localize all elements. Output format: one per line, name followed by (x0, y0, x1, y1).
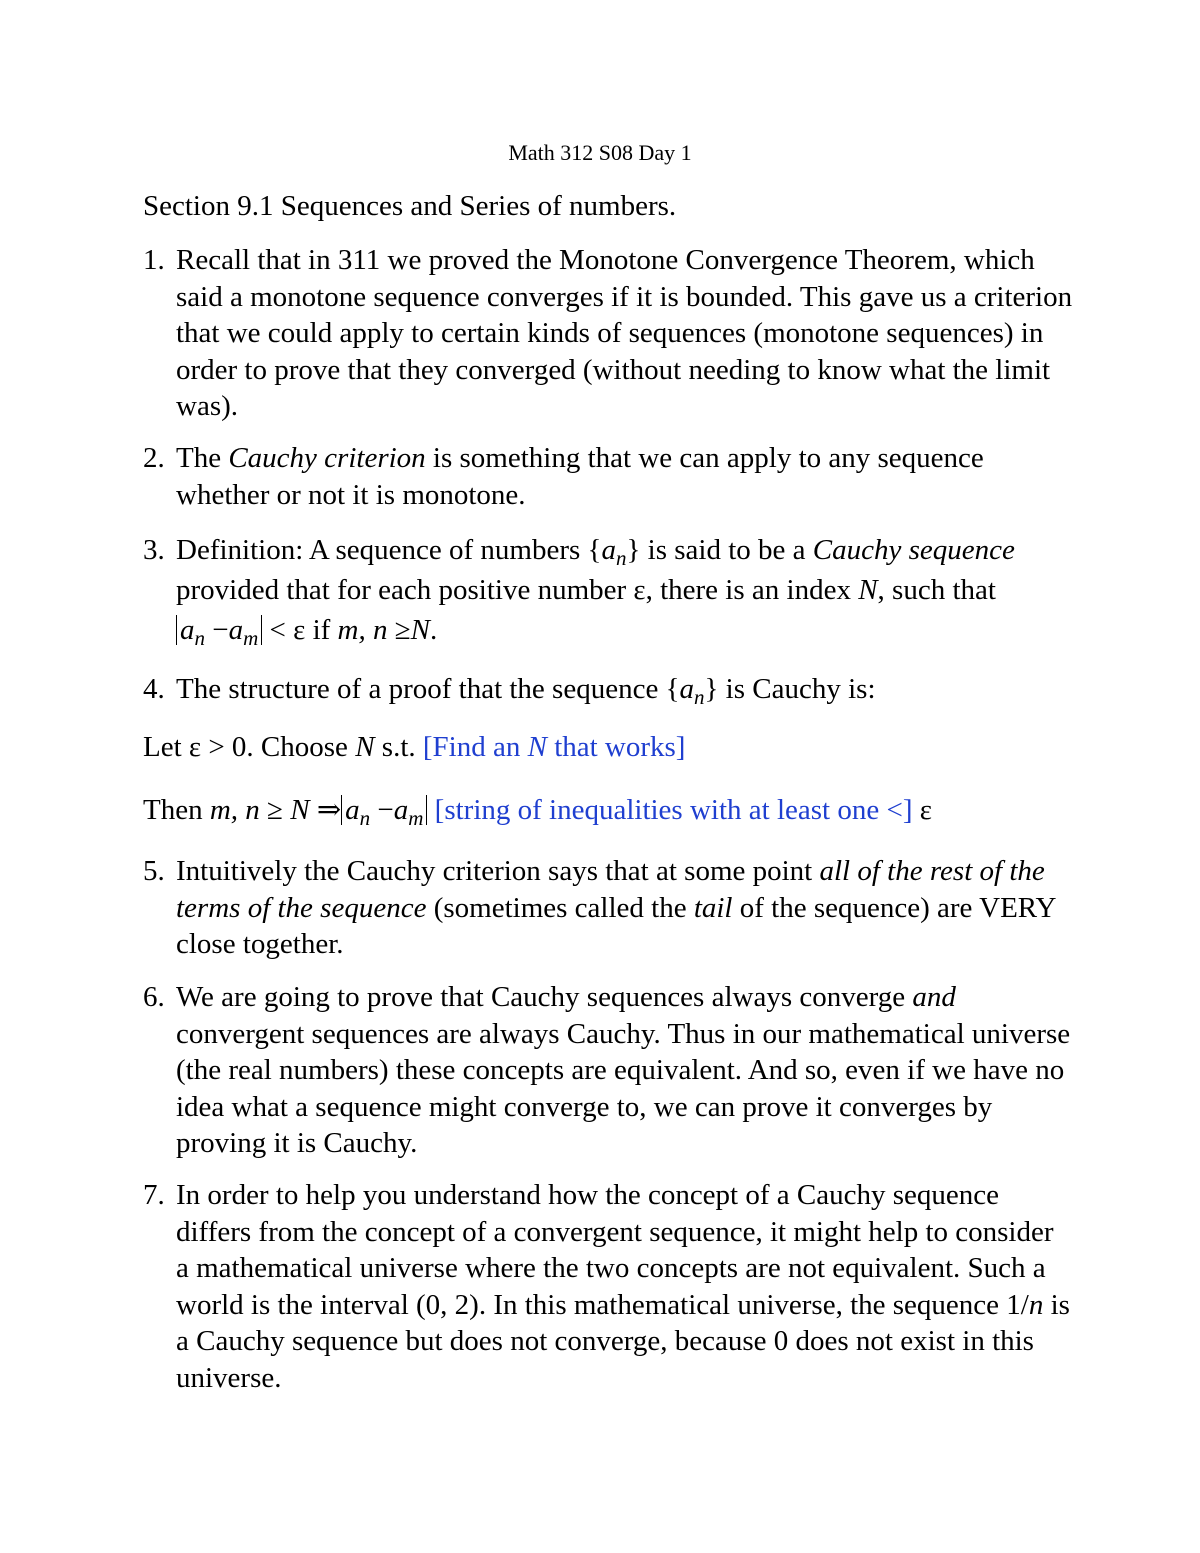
section-title: Section 9.1 Sequences and Series of numbers. (143, 190, 677, 222)
text-run: < ε if (262, 614, 338, 646)
math-var: N (410, 614, 430, 646)
math-var: N (355, 731, 375, 763)
item-text (176, 979, 1073, 1162)
math-var: a (180, 614, 195, 646)
math-operator: − (205, 614, 229, 646)
absolute-value (176, 614, 262, 650)
math-subscript: m (408, 806, 424, 830)
text-run: Then (143, 794, 210, 826)
text-run: s.t. (374, 731, 423, 763)
math-subscript: m (243, 626, 259, 650)
emphasis-and: and (912, 981, 956, 1013)
math-subscript: n (694, 685, 705, 709)
text-run: of the sequence) are VERY close together. (176, 891, 1056, 960)
list-item-2 (143, 440, 1073, 513)
item-number: 5. (143, 855, 165, 887)
item-number: 4. (143, 673, 165, 705)
math-var: N (290, 794, 310, 826)
item-text (176, 1177, 1073, 1396)
blue-annotation: [string of inequalities with at least one <] (434, 794, 913, 826)
page-header: Math 312 S08 Day 1 (508, 140, 692, 165)
item-number: 7. (143, 1179, 165, 1211)
item-number: 2. (143, 442, 165, 474)
math-var: N (527, 731, 547, 763)
text-run: In order to help you understand how the concept of a Cauchy sequence differs from the concept of a convergent sequence, it might help to consider a mathematical universe where the two concepts are not equivalent. Such a world is the interval (0, 2). In this mathematical universe, the sequence 1/ (176, 1179, 1054, 1321)
list-item-1 (143, 242, 1073, 425)
math-subscript: n (359, 806, 371, 830)
text-run: is something that we can apply to any sequence whether or not it is monotone. (176, 442, 984, 511)
text-run: The structure of a proof that the sequence { (176, 673, 680, 705)
text-run: ε (912, 794, 932, 826)
text-run: The (176, 442, 229, 474)
proof-let-line (143, 729, 1093, 765)
item-text (176, 671, 1073, 708)
absolute-value (341, 794, 427, 830)
math-var: m, n (209, 794, 260, 826)
text-run: provided that for each positive number ε, there is an index (176, 574, 859, 606)
math-var: m, n (337, 614, 388, 646)
list-item-5 (143, 853, 1073, 963)
emphasis-tail: tail (693, 891, 733, 924)
item-text (176, 440, 1073, 513)
text-run: (sometimes called the (426, 891, 694, 924)
math-var: N (858, 574, 878, 606)
text-run: [Find an (422, 731, 528, 763)
math-var: n (1028, 1288, 1044, 1321)
item-text: Recall that in 311 we proved the Monotone Convergence Theorem, which said a monotone sequence converges if it is bounded. This gave us a criterion that we could apply to certain kinds of sequences (monotone sequences) in order to prove that they converged (without needing to know what the limit was). (176, 244, 1073, 422)
text-run: } is said to be a (626, 534, 813, 566)
text-run: We are going to prove that Cauchy sequences always converge (176, 981, 913, 1013)
text-run: convergent sequences are always Cauchy. Thus in our mathematical universe (the real numbers) these concepts are equivalent. And so, even if we have no idea what a sequence might converge to, we can prove it converges by proving it is Cauchy. (176, 1017, 1071, 1159)
item-text (176, 530, 1073, 650)
text-run: ≥ (387, 614, 411, 646)
item-number: 6. (143, 981, 165, 1013)
list-item-7 (143, 1177, 1073, 1396)
math-var: a (679, 673, 694, 705)
text-run: ≥ (259, 794, 291, 826)
math-var: a (393, 794, 409, 826)
text-run: , such that (877, 574, 996, 606)
implies-arrow: ⇒ (309, 794, 342, 826)
math-subscript: n (194, 626, 205, 650)
math-subscript: n (615, 546, 627, 570)
item-text (176, 853, 1073, 963)
blue-annotation (423, 731, 686, 763)
item-number: 3. (143, 534, 165, 566)
emphasis-rest-of-terms: all of the rest of the terms of the sequence (176, 855, 1045, 924)
proof-then-line (143, 792, 1093, 828)
text-run: is a Cauchy sequence but does not converge, because 0 does not exist in this universe. (176, 1288, 1070, 1394)
math-var: a (345, 794, 360, 826)
text-run: Intuitively the Cauchy criterion says that at some point (176, 855, 820, 887)
list-item-4 (143, 671, 1073, 708)
math-var: a (601, 534, 616, 566)
list-item-3 (143, 530, 1073, 650)
math-var: a (228, 614, 244, 646)
text-run: . (430, 614, 438, 646)
text-run: Definition: A sequence of numbers { (176, 534, 602, 566)
text-run: that works] (546, 731, 686, 763)
math-operator: − (370, 794, 394, 826)
list-item-6 (143, 979, 1073, 1162)
text-run: } is Cauchy is: (704, 673, 876, 705)
text-run: Let ε > 0. Choose (143, 731, 356, 763)
emphasis-cauchy-criterion: Cauchy criterion (228, 442, 426, 474)
item-number: 1. (143, 244, 165, 276)
emphasis-cauchy-sequence: Cauchy sequence (812, 534, 1015, 566)
